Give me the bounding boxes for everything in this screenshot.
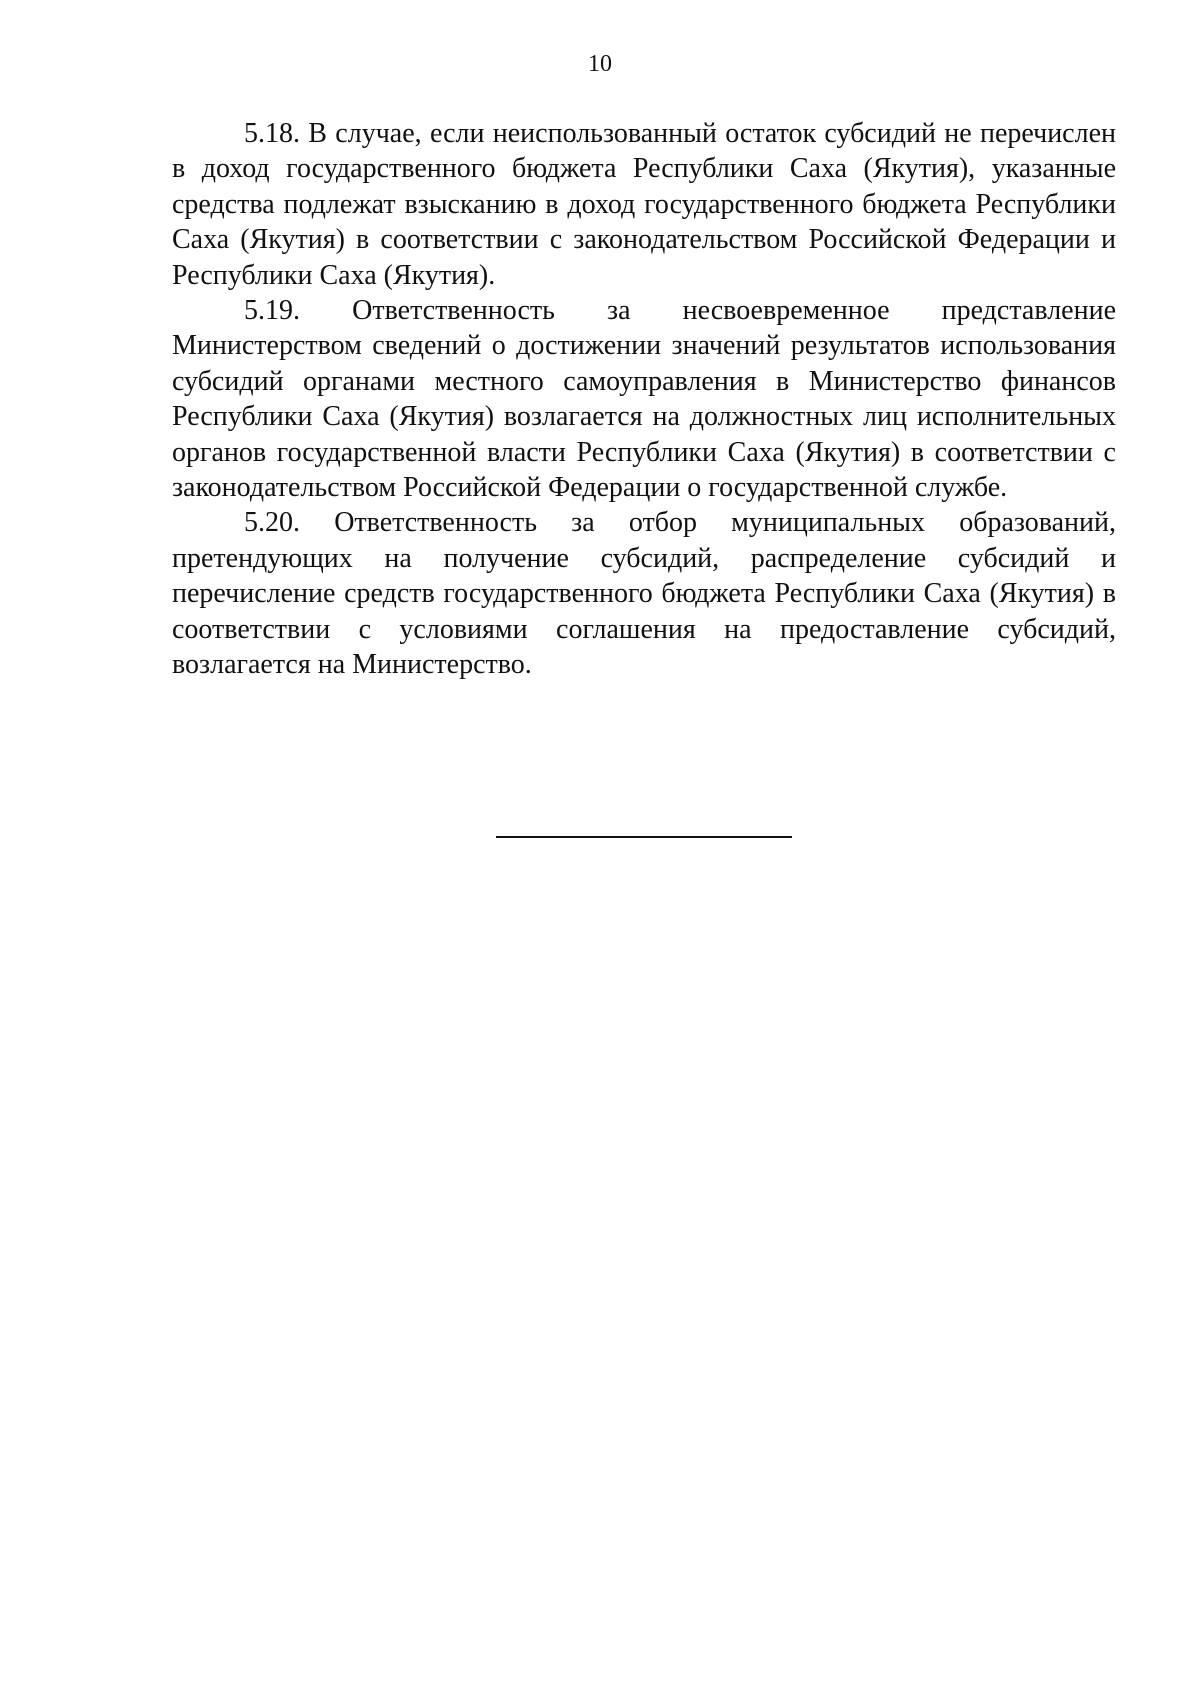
document-body bbox=[172, 116, 1116, 683]
paragraph-5-20: 5.20. Ответственность за отбор муниципальных образований, претендующих на получение субсидий, распределение субсидий и перечисление средств государственного бюджета Республики Саха (Якутия) в соответствии с условиями соглашения на предоставление субсидий, возлагается на Министерство. bbox=[172, 507, 1116, 681]
paragraph-5-19: 5.19. Ответственность за несвоевременное представление Министерством сведений о достижении значений результатов использования субсидий органами местного самоуправления в Министерство финансов Республики Саха (Якутия) возлагается на должностных лиц исполнительных органов государственной власти Республики Саха (Якутия) в соответствии с законодательством Российской Федерации о государственной службе. bbox=[172, 295, 1116, 504]
page-number: 10 bbox=[588, 51, 612, 77]
end-of-text-rule bbox=[496, 836, 792, 838]
paragraph-5-18: 5.18. В случае, если неиспользованный остаток субсидий не перечислен в доход государственного бюджета Республики Саха (Якутия), указанные средства подлежат взысканию в доход государственного бюджета Республики Саха (Якутия) в соответствии с законодательством Российской Федерации и Республики Саха (Якутия). bbox=[172, 118, 1116, 291]
